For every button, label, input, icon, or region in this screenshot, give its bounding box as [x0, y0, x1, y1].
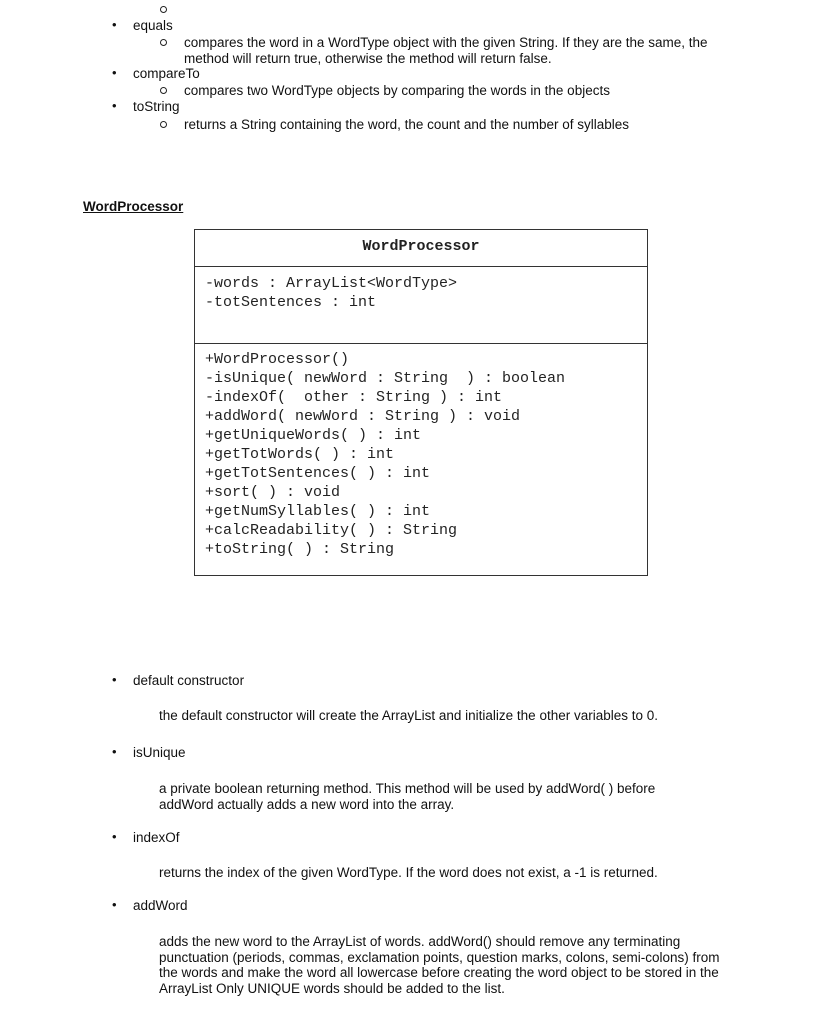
uml-operations [195, 343, 647, 575]
bullet-icon: • [112, 17, 117, 32]
desc-label-indexof: indexOf [133, 830, 180, 845]
bullet-icon: • [112, 672, 117, 687]
uml-attribute: -totSentences : int [205, 294, 377, 311]
uml-operation: -isUnique( newWord : String ) : boolean [205, 370, 566, 387]
section-heading: WordProcessor [83, 199, 184, 214]
desc-text-constructor: the default constructor will create the ArrayList and initialize the other variables to 0. [159, 708, 659, 723]
sub-bullet-icon [160, 39, 167, 46]
uml-operation: +sort( ) : void [205, 484, 341, 501]
uml-operation: +calcReadability( ) : String [205, 522, 458, 539]
bullet-icon: • [112, 744, 117, 759]
sub-bullet-icon [160, 6, 167, 13]
uml-operation: +getTotWords( ) : int [205, 446, 395, 463]
uml-operation: +addWord( newWord : String ) : void [205, 408, 521, 425]
sub-bullet-icon [160, 121, 167, 128]
desc-text-isunique: a private boolean returning method. This method will be used by addWord( ) before addWord actually adds a new word into the array. [159, 781, 656, 812]
desc-text-addword: adds the new word to the ArrayList of words. addWord() should remove any terminating punctuation (periods, commas, exclamation points, question marks, colons, semi-colons) from the words and make the word all lowercase before creating the word object to be stored in the ArrayList Only UNIQUE words should be added to the list. [159, 934, 720, 996]
uml-operation: +WordProcessor() [205, 351, 350, 368]
list-item-equals-desc: compares the word in a WordType object with the given String. If they are the same, the method will return true, otherwise the method will return false. [184, 35, 708, 66]
desc-label-isunique: isUnique [133, 745, 186, 760]
uml-class-name: WordProcessor [195, 230, 647, 267]
list-item-tostring: toString [133, 99, 180, 114]
desc-label-addword: addWord [133, 898, 188, 913]
list-item-compareto: compareTo [133, 66, 200, 81]
uml-attribute: -words : ArrayList<WordType> [205, 275, 458, 292]
bullet-icon: • [112, 65, 117, 80]
list-item-equals: equals [133, 18, 173, 33]
bullet-icon: • [112, 98, 117, 113]
list-item-tostring-desc: returns a String containing the word, the count and the number of syllables [184, 117, 630, 132]
sub-bullet-icon [160, 87, 167, 94]
uml-operation: -indexOf( other : String ) : int [205, 389, 503, 406]
bullet-icon: • [112, 829, 117, 844]
uml-operation: +getNumSyllables( ) : int [205, 503, 431, 520]
uml-attributes [195, 266, 647, 344]
uml-operation: +getTotSentences( ) : int [205, 465, 431, 482]
uml-operation: +toString( ) : String [205, 541, 395, 558]
desc-text-indexof: returns the index of the given WordType. If the word does not exist, a -1 is returned. [159, 865, 658, 880]
list-item-compareto-desc: compares two WordType objects by comparing the words in the objects [184, 83, 610, 98]
desc-label-constructor: default constructor [133, 673, 245, 688]
bullet-icon: • [112, 897, 117, 912]
uml-class-diagram [194, 229, 648, 576]
uml-operation: +getUniqueWords( ) : int [205, 427, 422, 444]
